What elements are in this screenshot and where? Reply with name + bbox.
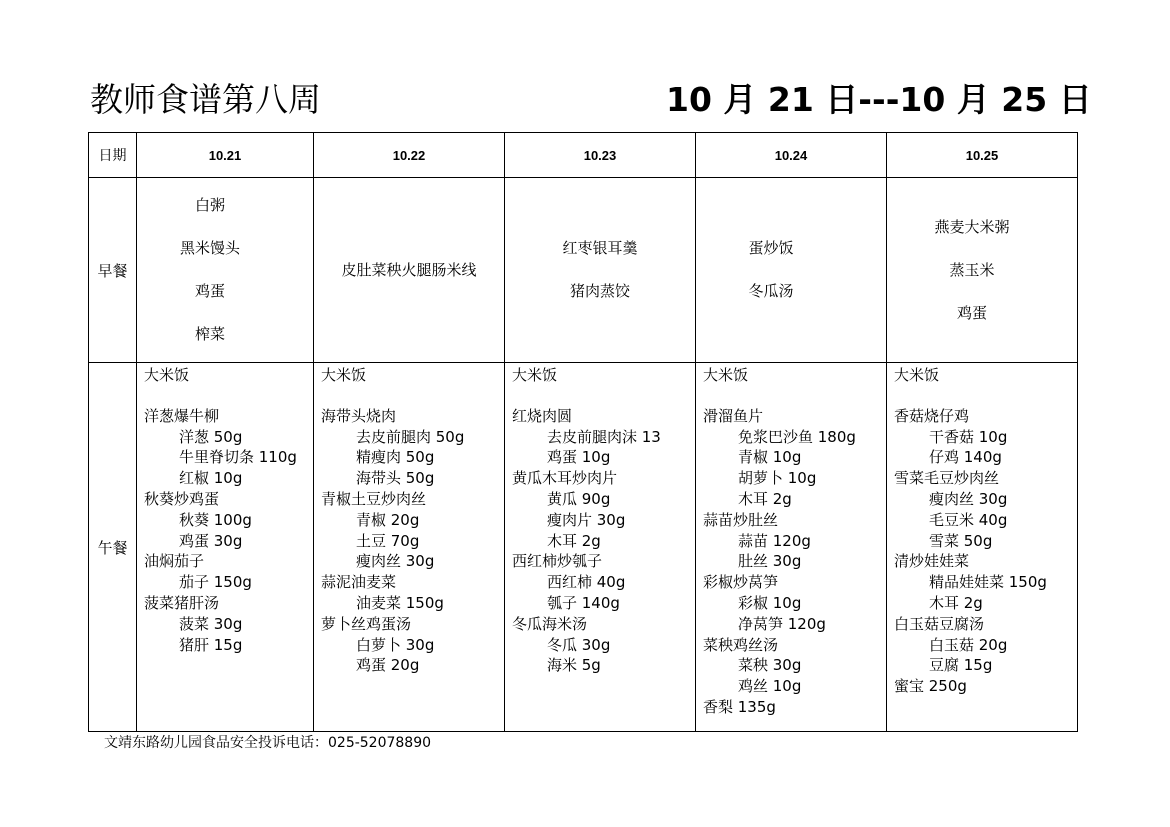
ingredient-item: 牛里脊切条 110g [179,448,297,467]
dish-item: 蒜泥油麦菜 [321,573,397,592]
dish-item: 青椒土豆炒肉丝 [321,489,427,508]
dish-item: 大米饭 [512,366,558,384]
breakfast-item: 红枣银耳羹 [562,239,638,257]
dish-item: 蒜苗炒肚丝 [703,510,779,529]
dish-item: 黄瓜木耳炒肉片 [512,469,618,488]
header-row [89,133,1078,178]
breakfast-item: 蛋炒饭 [748,239,794,257]
dish-item: 萝卜丝鸡蛋汤 [321,614,412,633]
breakfast-cell [314,178,505,363]
ingredient-item: 冬瓜 30g [547,635,611,654]
breakfast-cell [137,178,314,363]
lunch-row [89,363,1078,732]
ingredient-item: 油麦菜 150g [356,593,444,612]
ingredient-item: 免浆巴沙鱼 180g [738,427,856,446]
dish-item: 西红柿炒瓠子 [512,552,603,571]
date-header: 10.25 [887,133,1078,178]
ingredient-item: 土豆 70g [356,531,420,550]
lunch-cell [137,363,314,732]
ingredient-item: 白萝卜 30g [356,635,435,654]
date-header: 10.21 [137,133,314,178]
dish-item: 洋葱爆牛柳 [144,406,220,425]
breakfast-item: 鸡蛋 [956,303,987,322]
date-header: 10.22 [314,133,505,178]
ingredient-item: 毛豆米 40g [929,510,1008,529]
dish-item: 红烧肉圆 [512,406,573,425]
date-range: 10 月 21 日---10 月 25 日 [666,80,1092,119]
breakfast-label: 早餐 [89,178,137,363]
ingredient-item: 瓠子 140g [547,593,620,612]
dish-item: 秋葵炒鸡蛋 [144,489,220,508]
complaint-hotline: 文靖东路幼儿园食品安全投诉电话：025-52078890 [104,735,432,751]
ingredient-item: 精品娃娃菜 150g [929,573,1047,592]
breakfast-row [89,178,1078,363]
ingredient-item: 青椒 10g [738,448,802,467]
ingredient-item: 海米 5g [547,656,601,675]
dish-item: 白玉菇豆腐汤 [894,614,985,633]
ingredient-item: 鸡蛋 30g [179,531,243,550]
ingredient-item: 木耳 2g [738,489,792,508]
dish-item: 蜜宝 250g [894,677,967,696]
ingredient-item: 木耳 2g [547,531,601,550]
breakfast-cell [696,178,887,363]
dish-item: 冬瓜海米汤 [512,614,588,633]
ingredient-item: 鸡蛋 10g [547,448,611,467]
lunch-cell [696,363,887,732]
ingredient-item: 干香菇 10g [929,427,1008,446]
ingredient-item: 洋葱 50g [179,427,243,446]
breakfast-item: 燕麦大米粥 [934,217,1010,236]
dish-item: 大米饭 [703,366,749,384]
dish-item: 香梨 135g [703,697,776,716]
ingredient-item: 仔鸡 140g [929,448,1002,467]
dish-item: 雪菜毛豆炒肉丝 [894,469,1000,488]
breakfast-item: 蒸玉米 [949,260,995,279]
ingredient-item: 木耳 2g [929,593,983,612]
ingredient-item: 雪菜 50g [929,531,993,550]
dish-item: 大米饭 [321,366,367,384]
page-title: 教师食谱第八周 [90,80,321,119]
ingredient-item: 菜秧 30g [738,656,802,675]
ingredient-item: 蒜苗 120g [738,531,811,550]
breakfast-item: 榨菜 [194,325,225,343]
dish-item: 油焖茄子 [144,552,205,571]
ingredient-item: 胡萝卜 10g [738,469,817,488]
ingredient-item: 瘦肉丝 30g [929,489,1008,508]
menu-table [88,132,1078,732]
ingredient-item: 净莴笋 120g [738,614,826,633]
dish-item: 菠菜猪肝汤 [144,593,220,612]
ingredient-item: 精瘦肉 50g [356,448,435,467]
lunch-cell [887,363,1078,732]
ingredient-item: 豆腐 15g [929,656,993,675]
dish-item: 大米饭 [144,366,190,384]
breakfast-item: 黑米馒头 [179,239,240,257]
breakfast-item: 冬瓜汤 [748,282,794,300]
breakfast-cell [887,178,1078,363]
dish-item: 香菇烧仔鸡 [894,406,970,425]
ingredient-item: 肚丝 30g [738,552,802,571]
ingredient-item: 鸡丝 10g [738,677,802,696]
dish-item: 清炒娃娃菜 [894,552,970,571]
ingredient-item: 西红柿 40g [547,573,626,592]
day-column-label: 日期 [89,133,137,178]
lunch-cell [505,363,696,732]
ingredient-item: 秋葵 100g [179,510,252,529]
date-header: 10.24 [696,133,887,178]
dish-item: 菜秧鸡丝汤 [703,635,779,654]
breakfast-item: 鸡蛋 [194,282,225,300]
ingredient-item: 菠菜 30g [179,614,243,633]
ingredient-item: 青椒 20g [356,510,420,529]
ingredient-item: 红椒 10g [179,469,243,488]
ingredient-item: 瘦肉片 30g [547,510,626,529]
ingredient-item: 茄子 150g [179,573,252,592]
breakfast-item: 猪肉蒸饺 [569,282,630,300]
lunch-label: 午餐 [89,363,137,732]
ingredient-item: 去皮前腿肉 50g [356,427,465,446]
ingredient-item: 去皮前腿肉沫 13 [547,427,661,446]
breakfast-item: 皮肚菜秧火腿肠米线 [341,260,477,279]
ingredient-item: 海带头 50g [356,469,435,488]
date-header: 10.23 [505,133,696,178]
lunch-cell [314,363,505,732]
ingredient-item: 彩椒 10g [738,593,802,612]
ingredient-item: 猪肝 15g [179,635,243,654]
dish-item: 大米饭 [894,366,940,384]
dish-item: 滑溜鱼片 [703,406,764,425]
dish-item: 彩椒炒莴笋 [703,573,779,592]
ingredient-item: 鸡蛋 20g [356,656,420,675]
ingredient-item: 黄瓜 90g [547,489,611,508]
ingredient-item: 瘦肉丝 30g [356,552,435,571]
breakfast-item: 白粥 [194,196,225,214]
ingredient-item: 白玉菇 20g [929,635,1008,654]
dish-item: 海带头烧肉 [321,406,397,425]
